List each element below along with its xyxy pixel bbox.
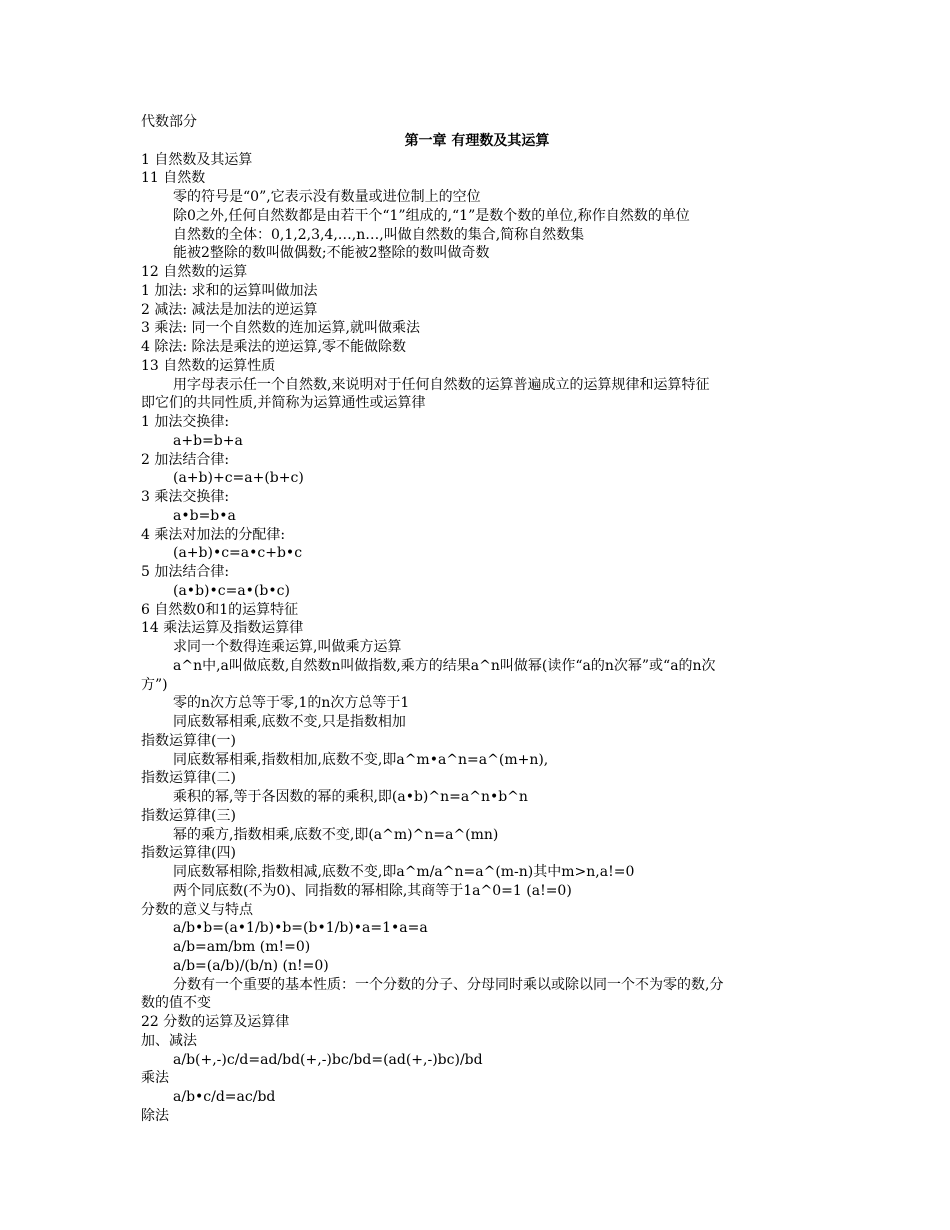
text-line: a/b=am/bm (m!=0)	[173, 939, 311, 955]
text-line: 5 加法结合律:	[141, 564, 230, 580]
text-line: 12 自然数的运算	[141, 264, 248, 280]
text-line: a+b=b+a	[173, 432, 243, 449]
text-line: 14 乘法运算及指数运算律	[141, 620, 304, 637]
text-line: 1 自然数及其运算	[141, 151, 253, 168]
text-line: 2 加法结合律:	[141, 451, 230, 468]
text-line: 数的值不变	[141, 995, 211, 1012]
text-line: 13 自然数的运算性质	[141, 357, 276, 374]
text-line: 除0之外,任何自然数都是由若干个“1”组成的,“1”是数个数的单位,称作自然数的单位	[173, 207, 690, 224]
text-line: a/b(+,-)c/d=ad/bd(+,-)bc/bd=(ad(+,-)bc)/bd	[173, 1051, 483, 1068]
text-line: 3 乘法交换律:	[141, 489, 230, 505]
text-line: 分数的意义与特点	[141, 901, 253, 918]
text-line: 零的n次方总等于零,1的n次方总等于1	[173, 695, 410, 712]
text-line: 乘法	[141, 1070, 169, 1087]
text-line: a^n中,a叫做底数,自然数n叫做指数,乘方的结果a^n叫做幂(读作“a的n次幂”或“a的n次	[173, 657, 716, 674]
text-line: (a+b)•c=a•c+b•c	[173, 545, 303, 562]
text-line: 指数运算律(一)	[141, 732, 236, 749]
text-line: 自然数的全体：0,1,2,3,4,…,n…,叫做自然数的集合,简称自然数集	[173, 226, 585, 243]
text-line: (a+b)+c=a+(b+c)	[173, 470, 304, 487]
text-line: 3 乘法: 同一个自然数的连加运算,就叫做乘法	[141, 320, 420, 337]
text-line: 指数运算律(三)	[141, 807, 236, 824]
text-line: 2 减法: 减法是加法的逆运算	[141, 301, 318, 318]
text-line: (a•b)•c=a•(b•c)	[173, 582, 290, 599]
text-line: 1 加法交换律:	[141, 414, 230, 430]
text-line: 11 自然数	[141, 170, 206, 187]
text-line: 求同一个数得连乘运算,叫做乘方运算	[173, 639, 402, 655]
text-line: 方”)	[141, 676, 168, 693]
text-line: 指数运算律(四)	[141, 845, 236, 862]
text-line: 两个同底数(不为0)、同指数的幂相除,其商等于1a^0=1 (a!=0)	[173, 882, 572, 899]
text-line: 即它们的共同性质,并简称为运算通性或运算律	[141, 395, 426, 412]
text-line: a•b=b•a	[173, 507, 236, 524]
document-body	[141, 113, 813, 1126]
text-line: 用字母表示任一个自然数,来说明对于任何自然数的运算普遍成立的运算规律和运算特征	[173, 376, 710, 393]
text-line: 同底数幂相乘,指数相加,底数不变,即a^m•a^n=a^(m+n),	[173, 751, 549, 768]
text-line: 同底数幂相除,指数相减,底数不变,即a^m/a^n=a^(m-n)其中m>n,a!=0	[173, 864, 635, 880]
text-line: 22 分数的运算及运算律	[141, 1014, 290, 1030]
text-line: 加、减法	[141, 1032, 197, 1049]
text-line: 1 加法: 求和的运算叫做加法	[141, 282, 318, 299]
text-line: 同底数幂相乘,底数不变,只是指数相加	[173, 714, 406, 730]
text-line: 零的符号是“0”,它表示没有数量或进位制上的空位	[173, 189, 481, 205]
text-line: 6 自然数0和1的运算特征	[141, 601, 299, 618]
chapter-title: 第一章 有理数及其运算	[404, 132, 550, 149]
text-line: 代数部分	[141, 114, 197, 130]
text-line: a/b•c/d=ac/bd	[173, 1089, 276, 1105]
text-line: 除法	[141, 1107, 169, 1124]
text-line: 分数有一个重要的基本性质：一个分数的分子、分母同时乘以或除以同一个不为零的数,分	[173, 976, 724, 993]
text-line: 4 乘法对加法的分配律:	[141, 526, 286, 543]
text-line: 4 除法: 除法是乘法的逆运算,零不能做除数	[141, 339, 406, 355]
text-line: 能被2整除的数叫做偶数;不能被2整除的数叫做奇数	[173, 245, 490, 262]
text-line: 幂的乘方,指数相乘,底数不变,即(a^m)^n=a^(mn)	[173, 826, 499, 843]
text-line: 乘积的幂,等于各因数的幂的乘积,即(a•b)^n=a^n•b^n	[173, 789, 528, 805]
text-line: 指数运算律(二)	[141, 770, 236, 787]
text-line: a/b•b=(a•1/b)•b=(b•1/b)•a=1•a=a	[173, 920, 428, 937]
text-line: a/b=(a/b)/(b/n) (n!=0)	[173, 957, 329, 974]
